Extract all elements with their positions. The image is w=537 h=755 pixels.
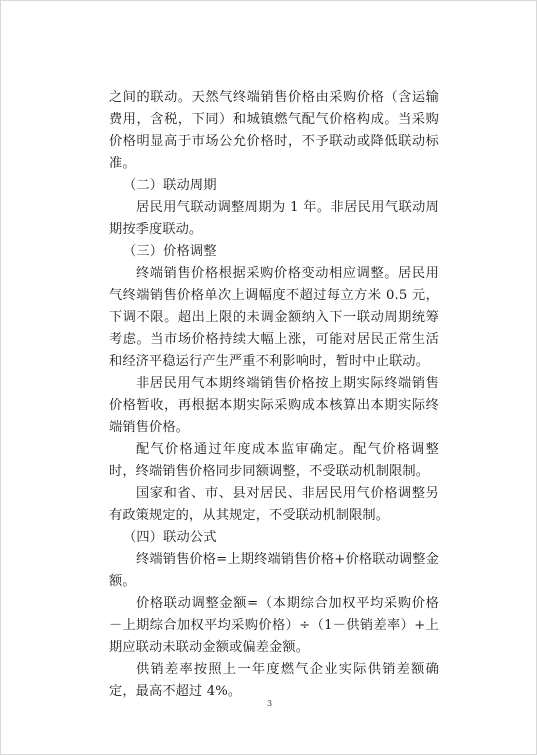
paragraph-linkage-intro: 之间的联动。天然气终端销售价格由采购价格（含运输费用，含税，下同）和城镇燃气配气价格构成。当采购价格明显高于市场公允价格时，不予联动或降低联动标准。: [109, 90, 439, 171]
page-number: 3: [266, 699, 273, 708]
paragraph-supply-sales-difference: 供销差率按照上一年度燃气企业实际供销差额确定，最高不超过 4%。: [109, 662, 439, 699]
document-body: [109, 87, 439, 703]
section-heading-linkage-period: （二）联动周期: [123, 178, 217, 193]
section-heading-linkage-formula: （四）联动公式: [123, 530, 217, 545]
paragraph-price-adjustment-non-residential: 非居民用气本期终端销售价格按上期实际终端销售价格暂收，再根据本期实际采购成本核算出本期实际终端销售价格。: [109, 376, 439, 435]
paragraph-policy-exception: 国家和省、市、县对居民、非居民用气价格调整另有政策规定的，从其规定，不受联动机制限制。: [109, 486, 439, 523]
section-heading-price-adjustment: （三）价格调整: [123, 244, 217, 259]
paragraph-price-adjustment-residential: 终端销售价格根据采购价格变动相应调整。居民用气终端销售价格单次上调幅度不超过每立方米 0.5 元，下调不限。超出上限的未调金额纳入下一联动周期统筹考虑。当市场价格持续大幅上涨，可能对居民正常生活和经济平稳运行产生严重不利影响时，暂时中止联动。: [109, 266, 439, 369]
paragraph-distribution-price: 配气价格通过年度成本监审确定。配气价格调整时，终端销售价格同步同额调整，不受联动机制限制。: [109, 442, 439, 479]
paragraph-linkage-period: 居民用气联动调整周期为 1 年。非居民用气联动周期按季度联动。: [109, 200, 439, 237]
paragraph-formula-adjustment-amount: 价格联动调整金额=（本期综合加权平均采购价格－上期综合加权平均采购价格）÷（1－供销差率）+上期应联动未联动金额或偏差金额。: [109, 596, 439, 655]
paragraph-formula-terminal-price: 终端销售价格=上期终端销售价格+价格联动调整金额。: [109, 552, 439, 589]
